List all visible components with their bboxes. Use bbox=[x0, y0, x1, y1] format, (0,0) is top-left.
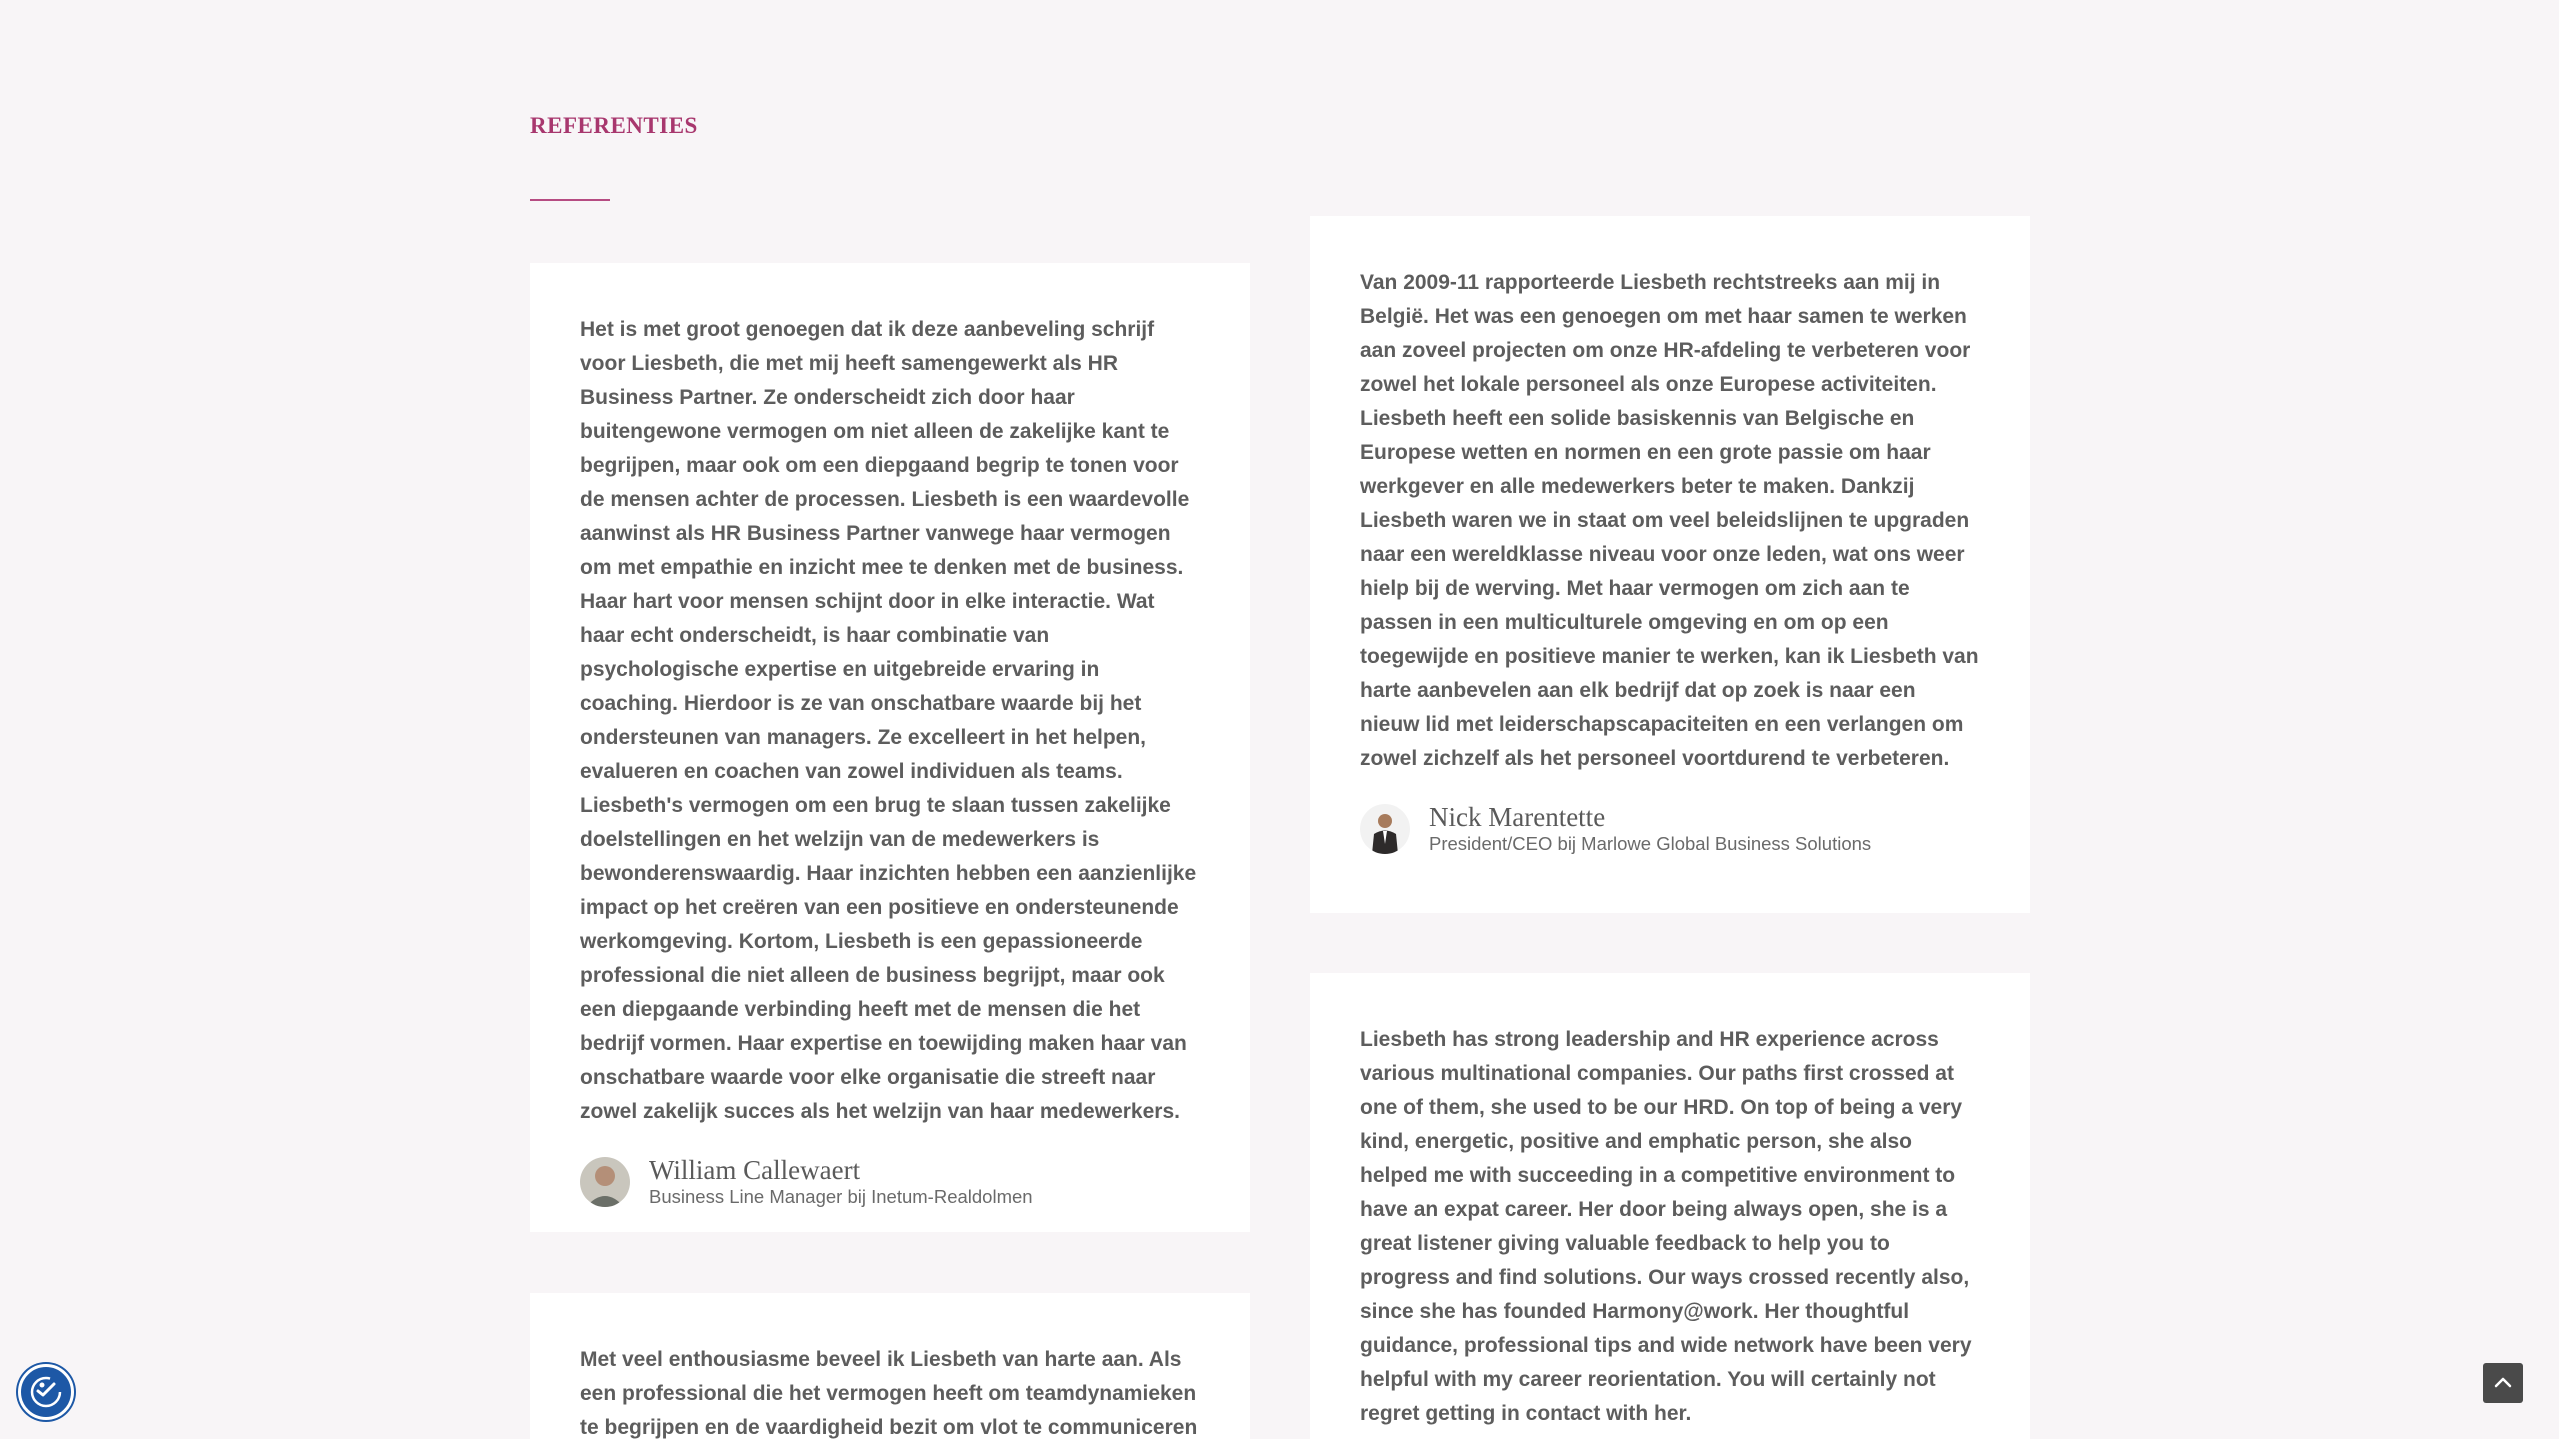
author-role: Business Line Manager bij Inetum-Realdolmen bbox=[649, 1186, 1033, 1207]
accessibility-icon bbox=[28, 1374, 64, 1410]
avatar bbox=[1360, 804, 1410, 854]
testimonial-text: Het is met groot genoegen dat ik deze aanbeveling schrijf voor Liesbeth, die met mij heeft samengewerkt als HR Business Partner. Ze onderscheidt zich door haar buitengewone vermogen om niet alleen de zakelijke kant te begrijpen, maar ook om een diepgaand begrip te tonen voor de mensen achter de processen. Liesbeth is een waardevolle aanwinst als HR Business Partner vanwege haar vermogen om met empathie en inzicht mee te denken met de business. Haar hart voor mensen schijnt door in elke interactie. Wat haar echt onderscheidt, is haar combinatie van psychologische expertise en uitgebreide ervaring in coaching. Hierdoor is ze van onschatbare waarde bij het ondersteunen van managers. Ze excelleert in het helpen, evalueren en coachen van zowel individuen als teams. Liesbeth's vermogen om een brug te slaan tussen zakelijke doelstellingen en het welzijn van de medewerkers is bewonderenswaardig. Haar inzichten hebben een aanzienlijke impact op het creëren van een positieve en ondersteunende werkomgeving. Kortom, Liesbeth is een gepassioneerde professional die niet alleen de business begrijpt, maar ook een diepgaande verbinding heeft met de mensen die het bedrijf vormen. Haar expertise en toewijding maken haar van onschatbare waarde voor elke organisatie die streeft naar zowel zakelijk succes als het welzijn van haar medewerkers. bbox=[580, 318, 1197, 1123]
title-divider bbox=[530, 199, 610, 201]
testimonial-author bbox=[580, 1155, 1200, 1209]
testimonial-text: Met veel enthousiasme beveel ik Liesbeth van harte aan. Als een professional die het vermogen heeft om teamdynamieken te begrijpen en de vaardigheid bezit om vlot te communiceren bbox=[580, 1348, 1198, 1439]
testimonial-card-3 bbox=[530, 1293, 1250, 1439]
scroll-top-button[interactable] bbox=[2483, 1363, 2523, 1403]
arrow-up-icon bbox=[2492, 1372, 2514, 1394]
author-name: William Callewaert bbox=[649, 1155, 861, 1185]
accessibility-button[interactable] bbox=[18, 1364, 74, 1420]
author-role: President/CEO bij Marlowe Global Business Solutions bbox=[1429, 833, 1872, 854]
testimonial-card-4 bbox=[1310, 973, 2030, 1439]
section-title: REFERENTIES bbox=[530, 113, 698, 138]
testimonial-card-1 bbox=[530, 263, 1250, 1232]
avatar bbox=[580, 1157, 630, 1207]
author-name: Nick Marentette bbox=[1429, 802, 1606, 832]
testimonial-author bbox=[1360, 802, 1980, 856]
testimonial-text: Liesbeth has strong leadership and HR experience across various multinational companies. Our paths first crossed at one of them, she used to be our HRD. On top of being a very kind, energetic, positive and emphatic person, she also helped me with succeeding in a competitive environment to have an expat career. Her door being always open, she is a great listener giving valuable feedback to help you to progress and find solutions. Our ways crossed recently also, since she has founded Harmony@work. Her thoughtful guidance, professional tips and wide network have been very helpful with my career reorientation. You will certainly not regret getting in contact with her. bbox=[1360, 1028, 1972, 1425]
testimonial-card-2 bbox=[1310, 216, 2030, 913]
testimonial-text: Van 2009-11 rapporteerde Liesbeth rechtstreeks aan mij in België. Het was een genoegen om met haar samen te werken aan zoveel projecten om onze HR-afdeling te verbeteren voor zowel het lokale personeel als onze Europese activiteiten. Liesbeth heeft een solide basiskennis van Belgische en Europese wetten en normen en een grote passie om haar werkgever en alle medewerkers beter te maken. Dankzij Liesbeth waren we in staat om veel beleidslijnen te upgraden naar een wereldklasse niveau voor onze leden, wat ons weer hielp bij de werving. Met haar vermogen om zich aan te passen in een multiculturele omgeving en om op een toegewijde en positieve manier te werken, kan ik Liesbeth van harte aanbevelen aan elk bedrijf dat op zoek is naar een nieuw lid met leiderschapscapaciteiten en een verlangen om zowel zichzelf als het personeel voortdurend te verbeteren. bbox=[1360, 271, 1979, 770]
